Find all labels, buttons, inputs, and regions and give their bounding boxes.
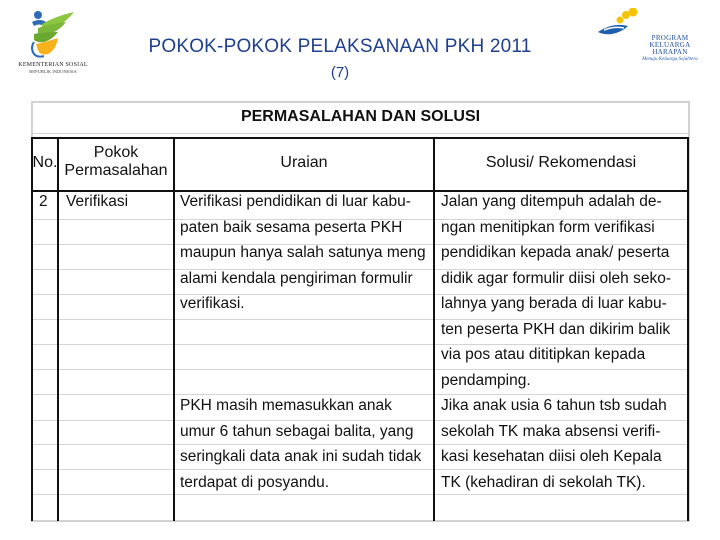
pkh-logo-text — [630, 35, 710, 63]
solusi-line: TK (kehadiran di sekolah TK). — [441, 473, 646, 491]
problem-solution-table — [31, 101, 690, 522]
row-pokok: Verifikasi — [66, 193, 129, 210]
slide-number: (7) — [330, 64, 350, 81]
kemensos-subcaption: REPUBLIK INDONESIA — [29, 69, 77, 74]
uraian-line: umur 6 tahun sebagai balita, yang — [180, 422, 414, 440]
uraian-line: seringkali data anak ini sudah tidak — [180, 448, 422, 465]
gridline-horizontal — [32, 494, 689, 495]
solusi-line: ngan menitipkan form verifikasi — [441, 218, 655, 236]
solusi-line: via pos atau dititipkan kepada — [441, 346, 646, 363]
gridline-horizontal — [32, 102, 689, 103]
pkh-line3: HARAPAN — [652, 48, 688, 56]
uraian-line: verifikasi. — [180, 295, 245, 312]
row-number: 2 — [39, 193, 48, 210]
column-divider-uraian — [433, 137, 435, 521]
gridline-horizontal — [32, 394, 689, 395]
solusi-line: pendidikan kepada anak/ peserta — [441, 244, 670, 261]
gridline-horizontal — [32, 420, 689, 421]
slide-title: POKOK-POKOK PELAKSANAAN PKH 2011 — [148, 36, 532, 57]
solusi-line: didik agar formulir diisi oleh seko- — [441, 269, 672, 287]
uraian-line: paten baik sesama peserta PKH — [180, 218, 403, 236]
column-divider-pokok — [173, 137, 175, 521]
solusi-line: Jika anak usia 6 tahun tsb sudah — [441, 397, 667, 414]
table-right-border — [687, 137, 689, 521]
column-header-pokok — [58, 144, 174, 180]
table-heading: PERMASALAHAN DAN SOLUSI — [240, 108, 481, 125]
pkh-tagline: Menuju Keluarga Sejahtera — [642, 57, 698, 62]
pkh-line1: PROGRAM — [651, 34, 689, 42]
pkh-logo — [594, 8, 714, 68]
uraian-line: alami kendala pengiriman formulir — [180, 269, 413, 287]
uraian-line: terdapat di posyandu. — [180, 473, 330, 491]
pkh-line2: KELUARGA — [649, 41, 691, 49]
solusi-line: kasi kesehatan diisi oleh Kepala — [441, 448, 662, 465]
solusi-line: ten peserta PKH dan dikirim balik — [441, 320, 671, 338]
column-divider-no — [57, 137, 59, 521]
gridline-horizontal — [32, 469, 689, 470]
table-left-border — [31, 137, 33, 521]
solusi-line: lahnya yang berada di luar kabu- — [441, 295, 667, 312]
gridline-horizontal — [32, 444, 689, 445]
gridline-horizontal — [32, 133, 689, 134]
kemensos-caption: KEMENTERIAN SOSIAL — [18, 62, 88, 68]
solusi-line: sekolah TK maka absensi verifi- — [441, 422, 661, 440]
column-header-uraian: Uraian — [280, 154, 328, 171]
kemensos-logo — [8, 8, 98, 74]
gridline-horizontal — [32, 520, 689, 521]
column-header-solusi: Solusi/ Rekomendasi — [485, 154, 637, 171]
solusi-line: pendamping. — [441, 371, 531, 389]
gridline-horizontal — [32, 344, 689, 345]
uraian-line: Verifikasi pendidikan di luar kabu- — [180, 193, 411, 210]
uraian-line: maupun hanya salah satunya meng — [180, 244, 426, 261]
column-header-no: No. — [32, 154, 58, 171]
kemensos-logo-icon — [8, 8, 98, 64]
column-header-pokok-line2: Permasalahan — [64, 162, 168, 179]
solusi-line: Jalan yang ditempuh adalah de- — [441, 193, 662, 210]
column-header-pokok-line1: Pokok — [93, 144, 139, 161]
gridline-horizontal — [32, 369, 689, 370]
uraian-line: PKH masih memasukkan anak — [180, 397, 392, 414]
